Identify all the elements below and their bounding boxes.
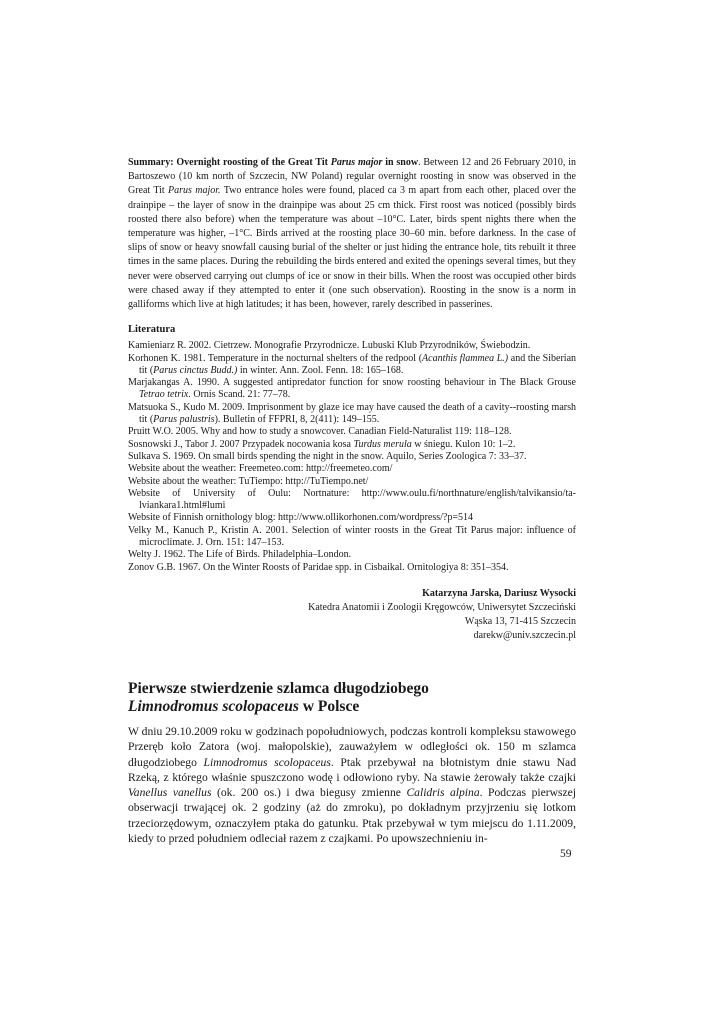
reference-item: Marjakangas A. 1990. A suggested antipredator function for snow roosting behaviour in The Black Grouse Tetrao tetrix. Ornis Scand. 21: 77–78. xyxy=(128,377,576,401)
summary-species: Parus major. xyxy=(168,185,221,197)
summary-paragraph xyxy=(128,156,576,312)
author-email: darekw@univ.szczecin.pl xyxy=(473,630,576,641)
summary-text-1: . Between 12 and 26 February 2010, in Bartoszewo (10 km north of Szczecin, NW Poland) regular overnight roosting in snow was observed in the Great Tit xyxy=(128,157,576,197)
reference-item: Pruitt W.O. 2005. Why and how to study a snowcover. Canadian Field-Naturalist 119: 118–128. xyxy=(128,426,512,438)
reference-list xyxy=(128,340,576,574)
author-affiliation: Katedra Anatomii i Zoologii Kręgowców, Uniwersytet Szczeciński xyxy=(308,602,576,613)
reference-item: Sosnowski J., Tabor J. 2007 Przypadek nocowania kosa Turdus merula w śniegu. Kulon 10: 1–2. xyxy=(128,438,516,450)
reference-item: Korhonen K. 1981. Temperature in the nocturnal shelters of the redpool (Acanthis flammea L.) and the Siberian tit (Parus cinctus Budd.) in winter. Ann. Zool. Fenn. 18: 165–168. xyxy=(128,352,577,376)
references-heading: Literatura xyxy=(128,324,176,335)
author-block xyxy=(128,587,576,643)
article-title-line1: Pierwsze stwierdzenie szlamca długodziobego xyxy=(128,680,429,697)
reference-item: Website about the weather: Freemeteo.com: http://freemeteo.com/ xyxy=(128,463,393,475)
reference-item: Welty J. 1962. The Life of Birds. Philadelphia–London. xyxy=(128,549,352,561)
author-names: Katarzyna Jarska, Dariusz Wysocki xyxy=(422,588,576,599)
summary-label-species: Parus major xyxy=(330,157,383,168)
article-paragraph: W dniu 29.10.2009 roku w godzinach popołudniowych, podczas kontroli kompleksu stawowego Przeręb koło Zatora (woj. małopolskie), zauważyłem w odległości ok. 150 m szlamca długodziobego Limnodromus scolopaceus. Ptak przebywał na błotnistym dnie stawu Nad Rzeką, z którego właśnie spuszczono wodę i odłowiono ryby. Na stawie żerowały także czajki Vanellus vanellus (ok. 200 os.) i dwa biegusy zmienne Calidris alpina. Podczas pierwszej obserwacji trwającej ok. 2 godziny (aż do zmroku), po dokładnym przyjrzeniu się lotkom trzeciorzędowym, oznaczyłem ptaka do gatunku. Ptak przebywał w tym miejscu do 1.11.2009, kiedy to przed południem odleciał razem z czajkami. Po upowszechnieniu in- xyxy=(128,725,577,846)
reference-item: Website of Finnish ornithology blog: http://www.ollikorhonen.com/wordpress/?p=514 xyxy=(128,512,473,524)
author-address: Wąska 13, 71-415 Szczecin xyxy=(464,616,576,627)
page-number: 59 xyxy=(560,848,572,860)
reference-item: Matsuoka S., Kudo M. 2009. Imprisonment by glaze ice may have caused the death of a cavity--roosting marsh tit (Parus palustris). Bulletin of FFPRI, 8, 2(411): 149–155. xyxy=(128,401,576,426)
summary-text-2: Two entrance holes were found, placed ca 3 m apart from each other, placed over the drainpipe – the layer of snow in the drainpipe was about 25 cm thick. First roost was noticed (possibly birds roosted there also before) when the temperature was about –10°C. Later, birds spent nights there when the temperature was higher, –1°C. Birds arrived at the roosting place 30–60 min. before darkness. In the case of slips of snow or heavy snowfall causing burial of the shelter or just hiding the entrance hole, tits rebuilt it three times in the same places. During the rebuilding the birds entered and exited the openings several times, but they never were observed carrying out clumps of ice or snow in their bills. When the roost was occupied other birds were chased away if they attempted to enter it (one such observation). Roosting in the snow is a norm in galliforms which live at high latitudes; it has been, however, rarely described in passerines. xyxy=(128,185,576,311)
reference-item: Website of University of Oulu: Nortnature: http://www.oulu.fi/northnature/english/talvikansio/ta-lviankara1.html#lumi xyxy=(128,487,576,512)
article xyxy=(128,680,576,846)
summary-label: Summary: Overnight roosting of the Great Tit Parus major in snow xyxy=(128,157,419,168)
article-title-species: Limnodromus scolopaceus xyxy=(128,698,299,715)
reference-item: Sulkava S. 1969. On small birds spending the night in the snow. Aquilo, Series Zoologica 7: 33–37. xyxy=(128,450,527,462)
article-title: Pierwsze stwierdzenie szlamca długodziobego Limnodromus scolopaceus w Polsce xyxy=(128,680,429,715)
reference-item: Kamieniarz R. 2002. Cietrzew. Monografie Przyrodnicze. Lubuski Klub Przyrodników, Świebodzin. xyxy=(128,340,531,352)
reference-item: Website about the weather: TuTiempo: http://TuTiempo.net/ xyxy=(128,475,369,487)
reference-item: Zonov G.B. 1967. On the Winter Roosts of Paridae spp. in Cisbaikal. Ornitologiya 8: 351–354. xyxy=(128,561,509,573)
reference-item: Velky M., Kanuch P., Kristin A. 2001. Selection of winter roosts in the Great Tit Parus major: influence of microclimate. J. Orn. 151: 147–153. xyxy=(128,524,576,549)
references-section xyxy=(128,324,576,574)
